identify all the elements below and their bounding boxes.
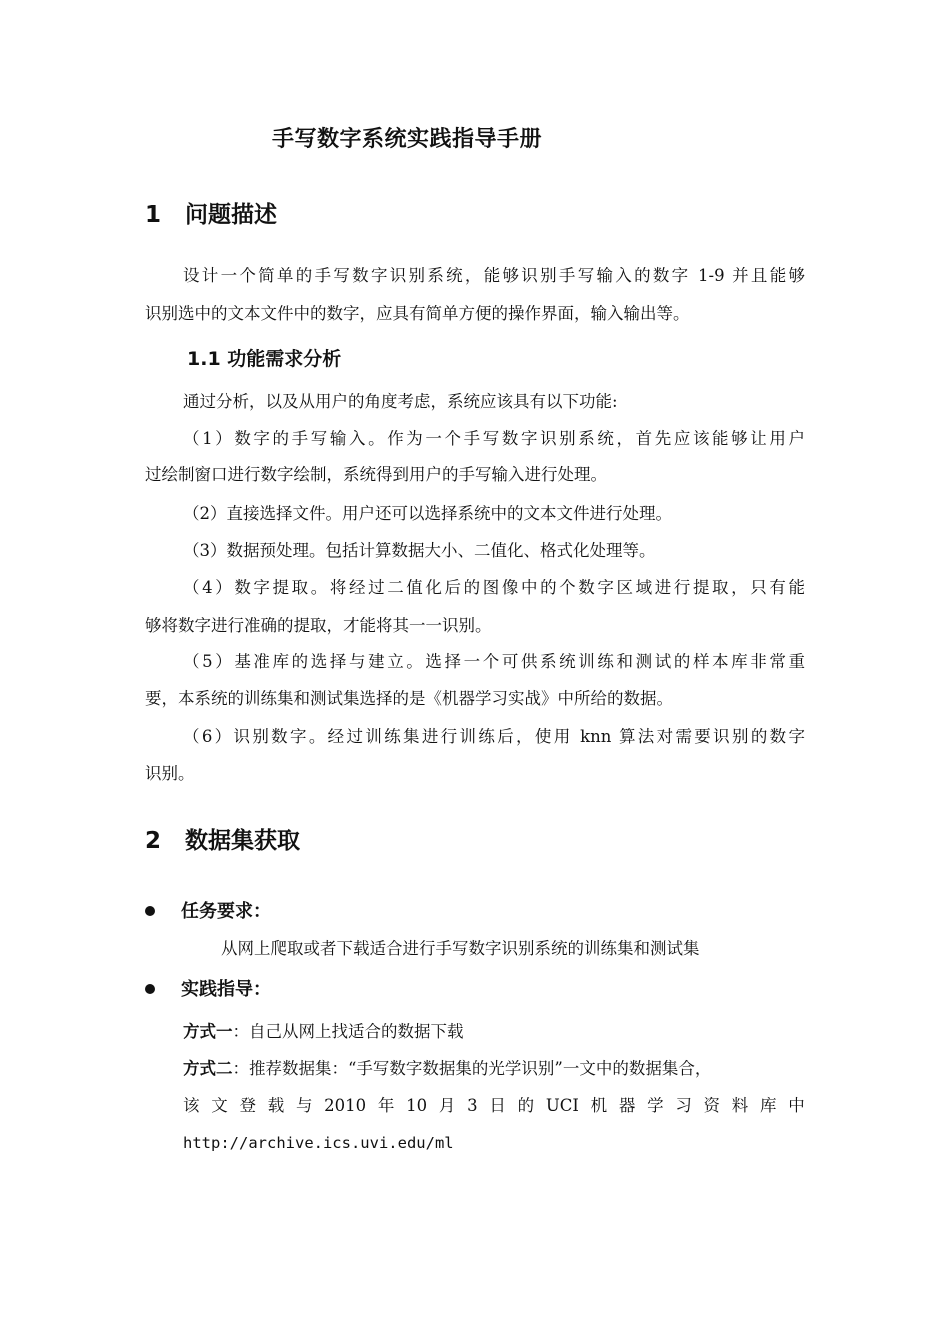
method-2-word: 10 — [406, 1096, 428, 1115]
method-2-word: 中 — [788, 1096, 805, 1115]
task-text: 从网上爬取或者下载适合进行手写数字识别系统的训练集和测试集 — [221, 939, 700, 958]
method-1 — [183, 1024, 464, 1041]
task-label: 任务要求： — [181, 901, 271, 922]
method-2-word: 器 — [618, 1096, 636, 1115]
req-1-line-2: 过绘制窗口进行数字绘制，系统得到用户的手写输入进行处理。 — [145, 465, 607, 484]
method-2-word: 习 — [675, 1096, 692, 1115]
method-2-word: 日 — [489, 1096, 506, 1115]
method-2-word: 年 — [377, 1096, 395, 1115]
section-1-heading — [145, 196, 277, 229]
method-2-word: 资 — [703, 1096, 721, 1115]
method-1-label: 方式一 — [183, 1022, 233, 1041]
method-2-text: ：推荐数据集：“手写数字数据集的光学识别”一文中的数据集合， — [232, 1059, 712, 1078]
guide-label: 实践指导： — [181, 979, 271, 1000]
method-2-word: 文 — [211, 1096, 228, 1115]
method-2-label: 方式二 — [183, 1059, 233, 1078]
req-4-line-2: 够将数字进行准确的提取，才能将其一一识别。 — [145, 616, 492, 635]
method-2-word: 与 — [295, 1096, 313, 1115]
method-2-word: 机 — [590, 1096, 608, 1115]
req-5-line-1: （5）基准库的选择与建立。选择一个可供系统训练和测试的样本库非常重 — [183, 652, 805, 671]
intro-line-2: 识别选中的文本文件中的数字，应具有简单方便的操作界面，输入输出等。 — [145, 304, 690, 323]
method-1-text: ：自己从网上找适合的数据下载 — [232, 1022, 464, 1041]
req-3: （3）数据预处理。包括计算数据大小、二值化、格式化处理等。 — [183, 541, 656, 560]
req-5-line-2: 要，本系统的训练集和测试集选择的是《机器学习实战》中所给的数据。 — [145, 689, 673, 708]
section-1-title: 问题描述 — [185, 202, 277, 228]
section-2-number: 2 — [145, 828, 162, 854]
bullet-icon — [145, 984, 155, 994]
method-2-line-1 — [183, 1061, 805, 1078]
method-2-word: 登 — [239, 1096, 256, 1115]
bullet-icon — [145, 906, 155, 916]
requirements-lead: 通过分析，以及从用户的角度考虑，系统应该具有以下功能: — [183, 392, 618, 411]
method-2-word: 载 — [267, 1096, 285, 1115]
method-2-word: 该 — [183, 1096, 200, 1115]
method-2-word: 料 — [731, 1096, 749, 1115]
section-1-number: 1 — [145, 202, 162, 228]
method-2-word: 3 — [467, 1096, 478, 1115]
method-2-word: UCI — [545, 1096, 579, 1115]
section-2-heading — [145, 822, 300, 855]
guide-bullet — [145, 975, 271, 1001]
document-title: 手写数字系统实践指导手册 — [272, 127, 543, 152]
subsection-1-1-heading: 1.1 功能需求分析 — [187, 348, 342, 370]
task-bullet — [145, 897, 271, 923]
dataset-url: http://archive.ics.uvi.edu/ml — [183, 1134, 454, 1152]
section-2-title: 数据集获取 — [185, 828, 300, 854]
req-6-line-1: （6）识别数字。经过训练集进行训练后，使用 knn 算法对需要识别的数字 — [183, 727, 805, 746]
method-2-word: 库 — [760, 1096, 777, 1115]
method-2-line-2 — [183, 1098, 805, 1115]
req-6-line-2: 识别。 — [145, 764, 195, 783]
method-2-word: 学 — [647, 1096, 664, 1115]
method-2-word: 月 — [438, 1096, 456, 1115]
method-2-word: 的 — [517, 1096, 535, 1115]
req-1-line-1: （1）数字的手写输入。作为一个手写数字识别系统，首先应该能够让用户 — [183, 429, 805, 448]
intro-line-1: 设计一个简单的手写数字识别系统，能够识别手写输入的数字 1-9 并且能够 — [183, 266, 805, 285]
req-4-line-1: （4）数字提取。将经过二值化后的图像中的个数字区域进行提取，只有能 — [183, 578, 805, 597]
method-2-word: 2010 — [324, 1096, 367, 1115]
req-2: （2）直接选择文件。用户还可以选择系统中的文本文件进行处理。 — [183, 504, 672, 523]
